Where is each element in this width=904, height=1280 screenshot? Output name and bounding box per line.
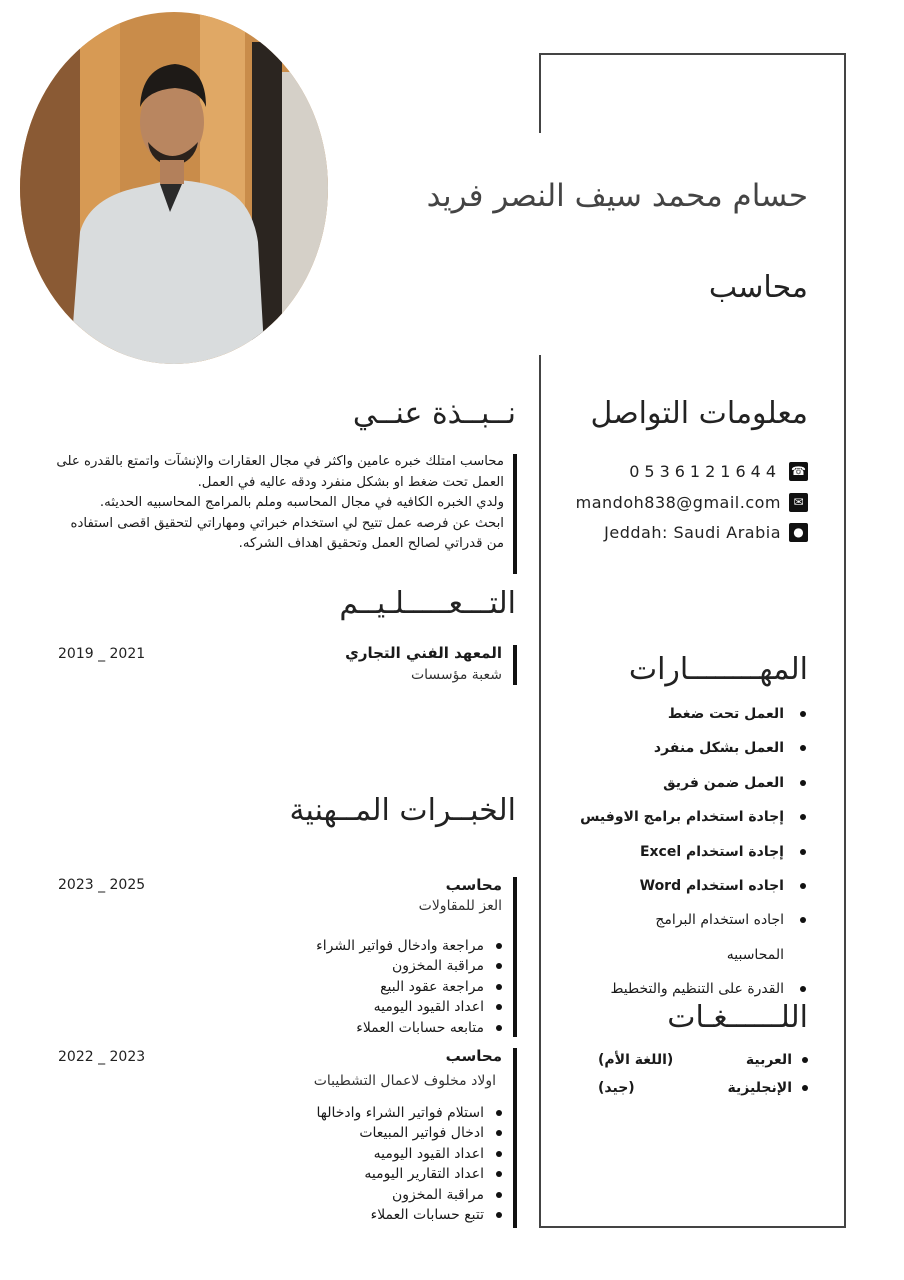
list-item: العمل تحت ضغط [546,702,806,736]
frame-line [844,53,846,1228]
company-name-1: العز للمقاولات [418,898,502,914]
accent-bar [513,645,517,685]
list-item: اعداد التقارير اليوميه [242,1164,502,1184]
list-item: اجاده استخدام البرامج [546,908,806,942]
job-title-2: محاسب [445,1047,502,1065]
list-item: مراقبة المخزون [242,956,502,976]
list-item: القدرة على التنظيم والتخطيط [546,977,806,1011]
frame-line [539,53,541,133]
list-item: إجادة استخدام Excel [546,840,806,874]
list-item: مراجعة وادخال فواتير الشراء [242,936,502,956]
bullet-icon [802,1085,808,1091]
language-row: العربية (اللغة الأم) [598,1052,808,1068]
languages-heading: اللــــــغـات [667,1000,808,1035]
education-dates: 2019 _ 2021 [58,646,146,662]
duties-list-2 [242,1103,502,1225]
job-title: محاسب [708,270,808,305]
map-pin-icon: ● [789,523,808,542]
contact-location [604,521,808,543]
experience-heading: الخبــرات المــهنية [289,793,516,828]
school-name: المعهد الفني التجاري [345,644,502,662]
list-item: متابعه حسابات العملاء [242,1018,502,1038]
list-item: إجادة استخدام برامج الاوفيس [546,805,806,839]
contact-email [576,491,808,513]
job-dates-2: 2022 _ 2023 [58,1049,146,1065]
language-row: الإنجليزية (جيد) [598,1080,808,1096]
skills-heading: المهــــــــارات [628,652,808,687]
education-heading: التـــعـــــلـيــم [339,586,516,621]
list-item: مراقبة المخزون [242,1185,502,1205]
accent-bar [513,877,517,1037]
list-item: ادخال فواتير المبيعات [242,1123,502,1143]
contact-heading: معلومات التواصل [590,396,808,431]
phone-text: 0536121644 [629,461,781,481]
list-item: العمل ضمن فريق [546,771,806,805]
list-item: اعداد القيود اليوميه [242,997,502,1017]
list-item: تتبع حسابات العملاء [242,1205,502,1225]
job-title-1: محاسب [445,876,502,894]
about-heading: نــبــذة عنــي [352,396,516,431]
job-dates-1: 2023 _ 2025 [58,877,146,893]
list-item: اجاده استخدام Word [546,874,806,908]
location-text: Jeddah: Saudi Arabia [604,522,781,542]
list-item: استلام فواتير الشراء وادخالها [242,1103,502,1123]
envelope-icon: ✉ [789,493,808,512]
email-text[interactable]: mandoh838@gmail.com [575,492,781,512]
bullet-icon [802,1057,808,1063]
list-item-continuation: المحاسبيه [726,946,784,963]
company-name-2: اولاد مخلوف لاعمال التشطيبات [313,1073,496,1089]
about-text: محاسب امتلك خبره عامين واكثر في مجال العقارات والإنشآت واتمتع بالقدره على العمل تحت ضغط او بشكل منفرد ودقه عاليه في العمل. ولدي الخبره الكافيه في مجال المحاسبه وملم بالمرامج المحاسبيه الحديثه. ابحث عن فرصه عمل تتيح لي استخدام خبراتي ومهاراتي لتحقيق اقصى استفاده من قدراتي لصالح العمل وتحقيق اهداف الشركه. [56,454,504,552]
school-branch: شعبة مؤسسات [410,667,502,683]
accent-bar [513,454,517,574]
frame-line [539,53,846,55]
duties-list-1 [242,936,502,1038]
candidate-name: حسام محمد سيف النصر فريد [426,178,808,214]
frame-line [539,355,541,1228]
profile-photo [20,12,328,364]
phone-icon: ☎ [789,462,808,481]
frame-line [539,1226,846,1228]
accent-bar [513,1048,517,1228]
list-item: العمل بشكل منفرد [546,736,806,770]
skills-list [546,702,806,1012]
contact-phone [629,460,808,482]
list-item: اعداد القيود اليوميه [242,1144,502,1164]
list-item: مراجعة عقود البيع [242,977,502,997]
